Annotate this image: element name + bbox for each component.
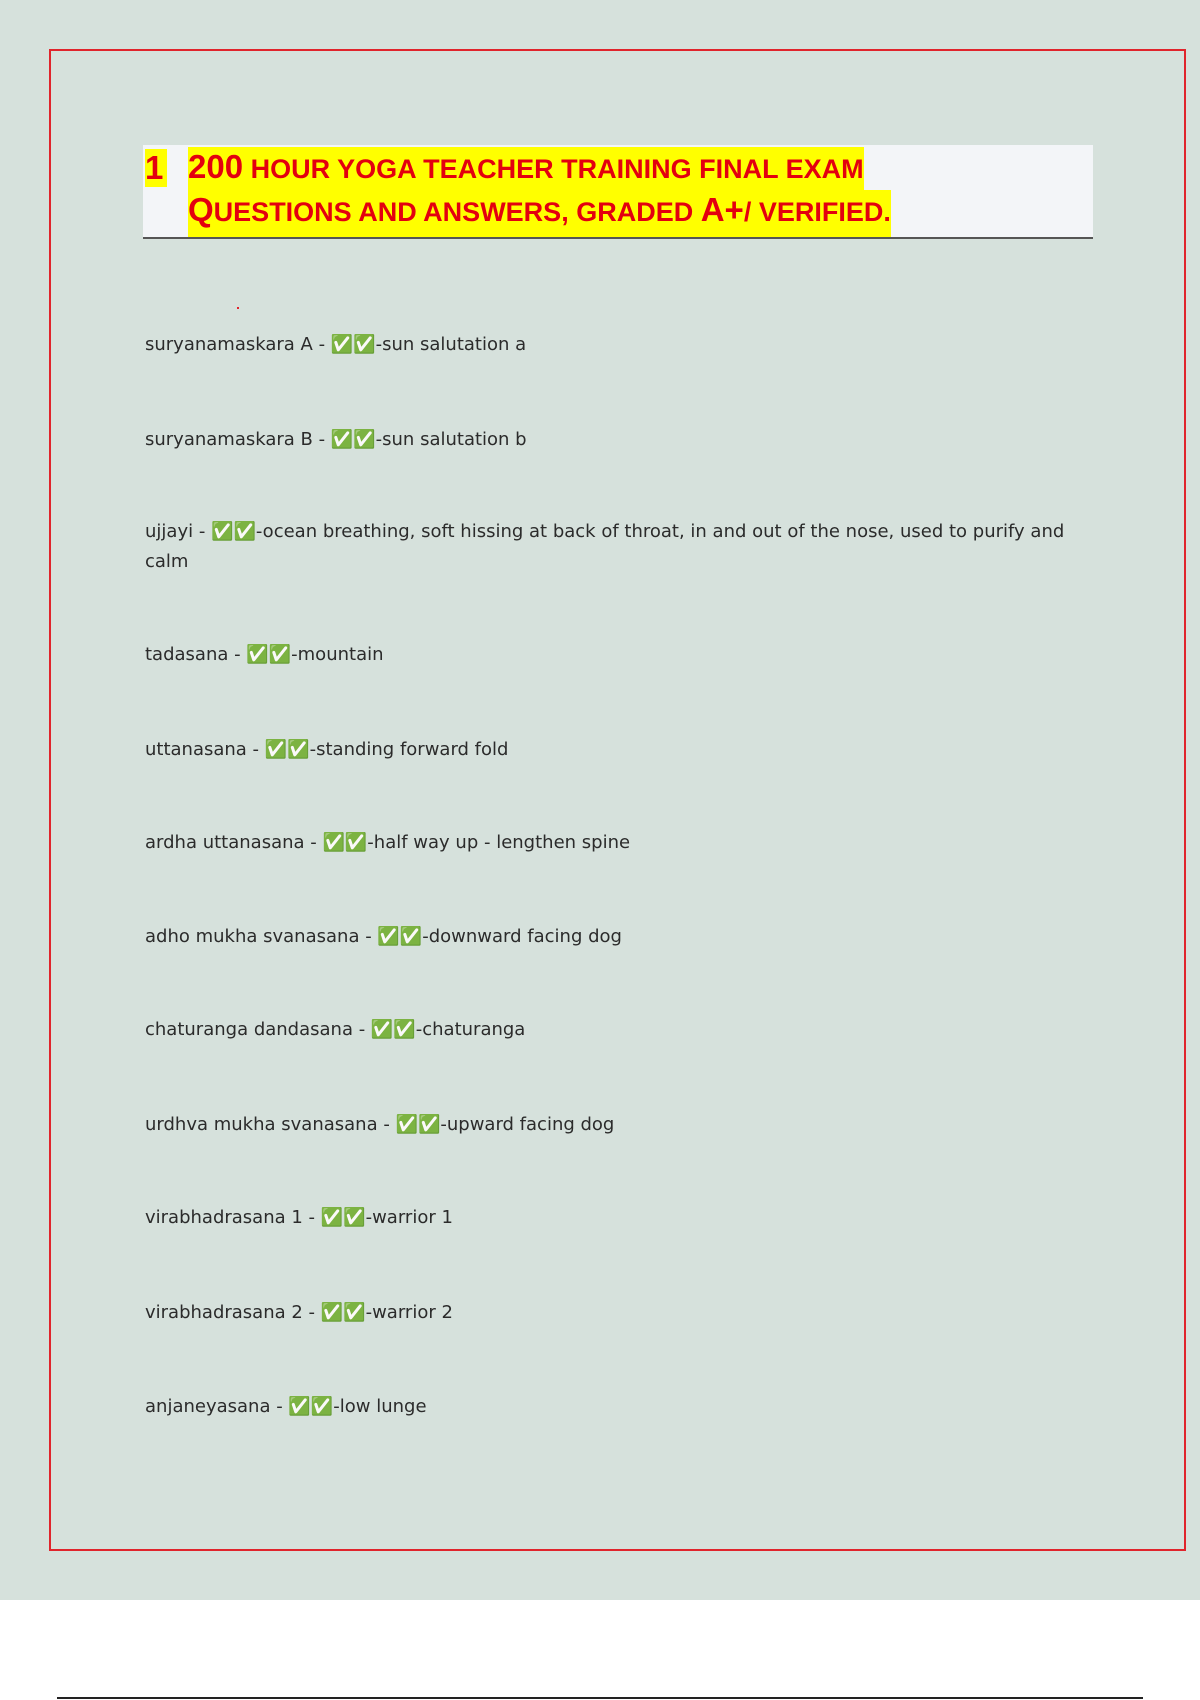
qa-entry: virabhadrasana 1 - ✅✅-warrior 1 bbox=[145, 1207, 453, 1228]
heading-line-1 bbox=[188, 147, 864, 194]
document-heading bbox=[143, 145, 1093, 239]
heading-q: Q bbox=[188, 191, 214, 228]
qa-entry: chaturanga dandasana - ✅✅-chaturanga bbox=[145, 1019, 526, 1040]
qa-entry: uttanasana - ✅✅-standing forward fold bbox=[145, 739, 509, 760]
heading-title-rest: HOUR YOGA TEACHER TRAINING FINAL EXAM bbox=[243, 154, 864, 184]
heading-verified: / VERIFIED. bbox=[743, 197, 891, 227]
qa-entry: adho mukha svanasana - ✅✅-downward facing dog bbox=[145, 926, 622, 947]
stray-mark bbox=[237, 307, 239, 309]
qa-entry: anjaneyasana - ✅✅-low lunge bbox=[145, 1396, 427, 1417]
heading-grade: A+ bbox=[700, 191, 744, 228]
heading-line-2 bbox=[188, 190, 891, 237]
qa-entry: tadasana - ✅✅-mountain bbox=[145, 644, 384, 665]
footer-rule bbox=[57, 1697, 1143, 1699]
qa-entry: suryanamaskara B - ✅✅-sun salutation b bbox=[145, 429, 527, 450]
heading-subtitle: UESTIONS AND ANSWERS, GRADED bbox=[213, 197, 701, 227]
qa-entry: urdhva mukha svanasana - ✅✅-upward facing dog bbox=[145, 1114, 615, 1135]
heading-number: 1 bbox=[145, 149, 167, 187]
qa-entry: ardha uttanasana - ✅✅-half way up - lengthen spine bbox=[145, 832, 631, 853]
qa-entry: suryanamaskara A - ✅✅-sun salutation a bbox=[145, 334, 527, 355]
qa-entry: ujjayi - ✅✅-ocean breathing, soft hissing at back of throat, in and out of the nose, used to purify and calm bbox=[145, 521, 1065, 572]
heading-hours: 200 bbox=[188, 148, 244, 185]
qa-entry: virabhadrasana 2 - ✅✅-warrior 2 bbox=[145, 1302, 453, 1323]
